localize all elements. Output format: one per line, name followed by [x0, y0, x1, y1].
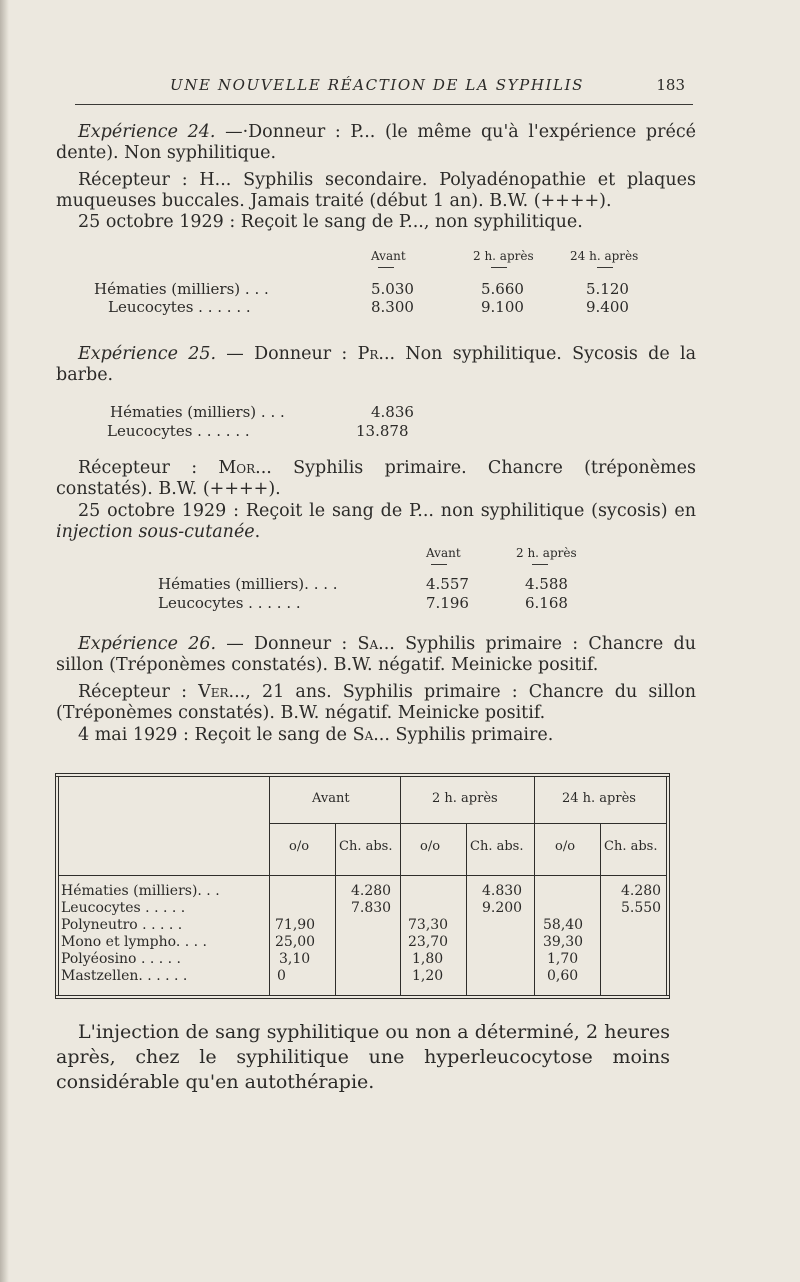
exp26-title: Expérience 26.	[78, 634, 217, 654]
header-24h-apres: 24 h. après	[562, 791, 636, 806]
table-cell: 1,20	[412, 968, 444, 984]
table-rule	[534, 776, 535, 996]
exp24-paragraph	[56, 122, 696, 164]
exp25-recepteur	[56, 458, 696, 500]
table-rule	[269, 776, 270, 996]
exp25-date-italic: injection sous-cutanée	[56, 522, 255, 542]
exp26-date-name: Sa...	[352, 725, 390, 745]
table-cell: 4.830	[482, 883, 523, 899]
exp25-recep-name: Mor...	[218, 458, 272, 478]
exp26-recep-a: Récepteur :	[78, 682, 199, 702]
exp26-date-b: Syphilis primaire.	[389, 725, 554, 745]
exp26-text-b: Syphilis primaire : Chancre du sillon (Tréponèmes constatés). B.W. négatif. Meinicke positif.	[56, 634, 697, 675]
header-avant: Avant	[312, 791, 350, 806]
exp24-cell: 8.300	[371, 298, 414, 316]
table-cell: 25,00	[275, 934, 316, 950]
subheader-pct: o/o	[420, 839, 441, 854]
table-cell: 0,60	[547, 968, 579, 984]
exp24-dash	[491, 267, 507, 268]
table-rule	[600, 823, 601, 996]
exp24-dash	[597, 267, 613, 268]
table-cell: 4.280	[351, 883, 392, 899]
exp25-text-a: — Donneur :	[216, 344, 358, 364]
exp26-donor: Sa...	[357, 634, 395, 654]
exp26-paragraph	[56, 634, 696, 676]
exp25-donor: Pr...	[357, 344, 396, 364]
header-2h-apres: 2 h. après	[432, 791, 498, 806]
exp25-row-label: Leucocytes . . . . . .	[158, 594, 301, 612]
exp25-date-end: .	[254, 522, 261, 542]
exp24-cell: 9.100	[481, 298, 524, 316]
exp25-header-2h: 2 h. après	[516, 546, 577, 560]
subheader-abs: Ch. abs.	[339, 839, 393, 854]
exp25-title: Expérience 25.	[78, 344, 217, 364]
table-cell: 58,40	[543, 917, 584, 933]
table-row-label: Mastzellen. . . . . .	[61, 968, 188, 984]
exp24-cell: 9.400	[586, 298, 629, 316]
table-row-label: Mono et lympho. . . .	[61, 934, 207, 950]
page-number: 183	[656, 76, 685, 94]
table-rule	[666, 776, 667, 996]
exp25-cell: 4.557	[426, 575, 469, 593]
exp24-row-label: Hématies (milliers) . . .	[94, 280, 269, 298]
exp24-recepteur: Récepteur : H... Syphilis secondaire. Polyadénopathie et plaques muqueuses buccales. Jamais traité (début 1 an). B.W. (++++).	[56, 170, 696, 211]
exp25-text-b: Non syphilitique. Sycosis de la barbe.	[56, 344, 696, 385]
exp25-cell: 7.196	[426, 594, 469, 612]
page-spine-shadow	[0, 0, 9, 1282]
exp24-title: Expérience 24.	[78, 122, 216, 142]
exp25-row-label: Hématies (milliers). . . .	[158, 575, 338, 593]
exp24-header-avant: Avant	[371, 249, 406, 263]
table-rule	[58, 875, 667, 876]
exp24-row-label: Leucocytes . . . . . .	[108, 298, 251, 316]
table-rule	[58, 776, 59, 996]
table-cell: 1,70	[547, 951, 579, 967]
table-rule	[55, 773, 670, 774]
table-rule	[669, 773, 670, 999]
exp26-date	[56, 725, 696, 746]
table-cell: 9.200	[482, 900, 523, 916]
exp25-date	[56, 501, 696, 543]
header-rule	[75, 104, 693, 105]
conclusion-paragraph: L'injection de sang syphilitique ou non a déterminé, 2 heures après, chez le syphilitique une hyperleucocytose moins considérable qu'en autothérapie.	[56, 1021, 670, 1093]
results-table	[55, 773, 670, 999]
exp24-date: 25 octobre 1929 : Reçoit le sang de P..., non syphilitique.	[78, 212, 583, 232]
exp25-donor-value: 4.836	[371, 403, 414, 421]
exp24-cell: 5.660	[481, 280, 524, 298]
table-rule	[55, 773, 56, 999]
exp24-header-2h: 2 h. après	[473, 249, 534, 263]
exp26-date-a: 4 mai 1929 : Reçoit le sang de	[78, 725, 353, 745]
exp24-header-24h: 24 h. après	[570, 249, 639, 263]
table-cell: 1,80	[412, 951, 444, 967]
exp24-cell: 5.120	[586, 280, 629, 298]
exp25-header-avant: Avant	[426, 546, 461, 560]
exp25-recep-b: Syphilis primaire. Chancre (tréponèmes constatés). B.W. (++++).	[56, 458, 696, 499]
subheader-pct: o/o	[555, 839, 576, 854]
exp24-dash	[378, 267, 394, 268]
table-row-label: Hématies (milliers). . .	[61, 883, 220, 899]
exp25-recep-a: Récepteur :	[78, 458, 219, 478]
exp26-recep-b: , 21 ans. Syphilis primaire : Chancre du sillon (Tréponèmes constatés). B.W. négatif. Meinicke positif.	[56, 682, 696, 723]
exp24-text: —·Donneur : P... (le même qu'à l'expérience précé dente). Non syphilitique.	[56, 122, 697, 163]
table-cell: 71,90	[275, 917, 316, 933]
exp25-donor-label: Leucocytes . . . . . .	[107, 422, 250, 440]
exp25-cell: 4.588	[525, 575, 568, 593]
exp25-paragraph	[56, 344, 696, 386]
table-cell: 0	[277, 968, 286, 984]
table-cell: 73,30	[408, 917, 449, 933]
exp25-cell: 6.168	[525, 594, 568, 612]
table-rule	[55, 995, 670, 996]
table-rule	[400, 776, 401, 996]
table-cell: 23,70	[408, 934, 449, 950]
table-rule	[335, 823, 336, 996]
table-row-label: Leucocytes . . . . .	[61, 900, 186, 916]
exp25-donor-label: Hématies (milliers) . . .	[110, 403, 285, 421]
table-row-label: Polyneutro . . . . .	[61, 917, 183, 933]
table-rule	[269, 823, 667, 824]
table-cell: 4.280	[621, 883, 662, 899]
subheader-abs: Ch. abs.	[604, 839, 658, 854]
table-rule	[55, 998, 670, 999]
exp25-donor-value: 13.878	[356, 422, 409, 440]
exp25-dash	[431, 564, 447, 565]
table-row-label: Polyéosino . . . . .	[61, 951, 181, 967]
table-rule	[466, 823, 467, 996]
table-rule	[55, 776, 670, 777]
running-title: UNE NOUVELLE RÉACTION DE LA SYPHILIS	[170, 76, 584, 94]
table-cell: 3,10	[279, 951, 311, 967]
exp25-date-a: 25 octobre 1929 : Reçoit le sang de P... non syphilitique (sycosis) en	[78, 501, 696, 521]
running-header	[170, 76, 685, 100]
table-cell: 7.830	[351, 900, 392, 916]
table-cell: 39,30	[543, 934, 584, 950]
subheader-abs: Ch. abs.	[470, 839, 524, 854]
table-cell: 5.550	[621, 900, 662, 916]
exp26-recep-name: Ver...	[198, 682, 246, 702]
exp26-recepteur	[56, 682, 696, 724]
exp26-text-a: — Donneur :	[216, 634, 358, 654]
exp24-cell: 5.030	[371, 280, 414, 298]
subheader-pct: o/o	[289, 839, 310, 854]
exp25-dash	[532, 564, 548, 565]
